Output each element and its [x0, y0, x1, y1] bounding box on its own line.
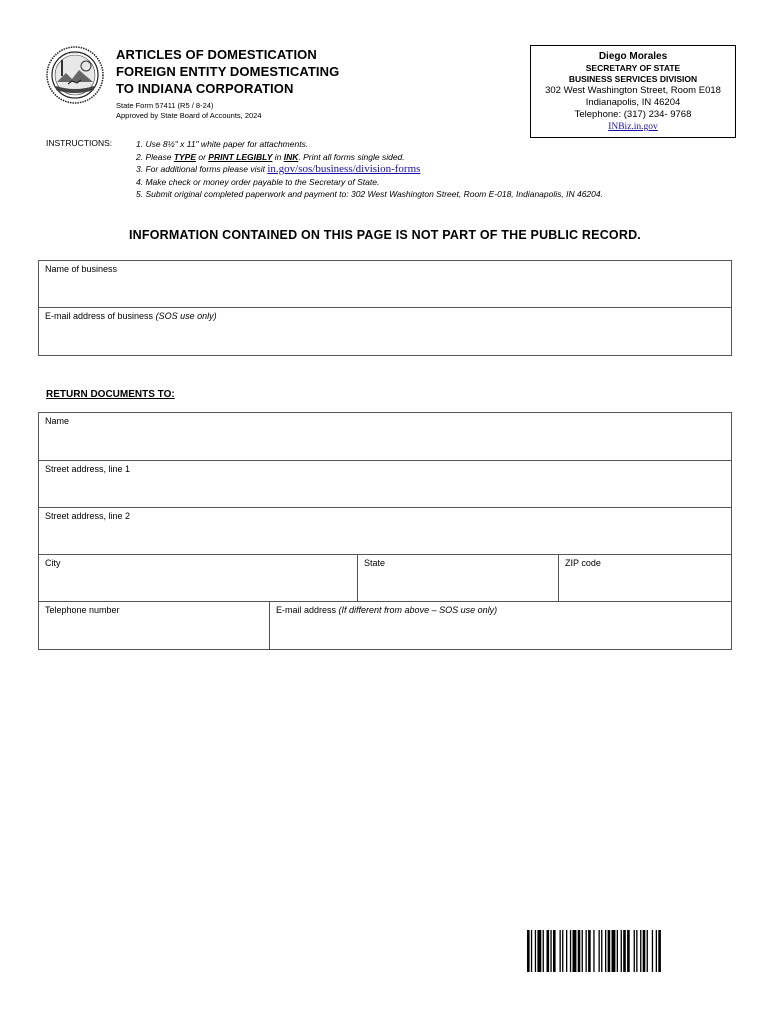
- instruction-2-text-b: . Print all forms single sided.: [298, 151, 405, 162]
- instructions-list: [136, 138, 603, 201]
- svg-text:· · · · · · · · ·: · · · · · · · · ·: [64, 51, 86, 56]
- instruction-item-2: [136, 151, 603, 164]
- telephone-label: Telephone number: [45, 605, 120, 615]
- sos-address-line-1: 302 West Washington Street, Room E018: [545, 85, 721, 96]
- return-email-label-text: E-mail address: [276, 605, 339, 615]
- business-email-note: (SOS use only): [155, 311, 217, 321]
- sos-name: Diego Morales: [598, 51, 668, 62]
- business-email-label-text: E-mail address of business: [45, 311, 156, 321]
- form-title-line-1: ARTICLES OF DOMESTICATION: [116, 47, 317, 62]
- state-seal-icon: [46, 46, 104, 104]
- street-address-2-field[interactable]: [38, 507, 732, 555]
- form-title-line-2: FOREIGN ENTITY DOMESTICATING: [116, 64, 340, 79]
- telephone-field[interactable]: [38, 601, 270, 650]
- sos-address-line-2: Indianapolis, IN 46204: [585, 97, 681, 108]
- instruction-2-in: in: [272, 151, 284, 162]
- street-address-2-label: Street address, line 2: [45, 511, 131, 521]
- instruction-item-5: 5. Submit original completed paperwork and payment to: 302 West Washington Street, Room E-018, Indianapolis, IN 46204.: [136, 189, 603, 199]
- business-name-field[interactable]: [38, 260, 732, 308]
- return-name-field[interactable]: [38, 412, 732, 461]
- business-name-label: Name of business: [45, 264, 118, 274]
- instructions-label: INSTRUCTIONS:: [46, 138, 113, 148]
- return-email-note: (If different from above – SOS use only): [338, 605, 498, 615]
- return-email-label: [276, 605, 497, 615]
- city-label: City: [45, 558, 61, 568]
- return-documents-header: RETURN DOCUMENTS TO:: [46, 389, 175, 400]
- instruction-2-text-a: 2. Please: [136, 151, 174, 162]
- state-label: State: [364, 558, 386, 568]
- instruction-2-print-legibly: PRINT LEGIBLY: [208, 151, 273, 162]
- instruction-3-text: 3. For additional forms please visit: [136, 164, 268, 174]
- sos-telephone: Telephone: (317) 234- 9768: [574, 109, 692, 120]
- business-email-field[interactable]: [38, 307, 732, 356]
- sos-division: BUSINESS SERVICES DIVISION: [568, 74, 698, 84]
- business-info-box: [38, 260, 732, 356]
- form-title-block: [116, 46, 416, 121]
- instruction-item-1: 1. Use 8½" x 11" white paper for attachments.: [136, 139, 309, 149]
- barcode-icon: [527, 930, 710, 972]
- approval-note: Approved by State Board of Accounts, 2024: [116, 111, 262, 120]
- form-number: State Form 57411 (R5 / 8-24): [116, 101, 214, 110]
- street-address-1-label: Street address, line 1: [45, 464, 131, 474]
- instruction-2-ink: INK: [283, 151, 299, 162]
- inbiz-link[interactable]: INBiz.in.gov: [608, 122, 658, 132]
- division-forms-link[interactable]: in.gov/sos/business/division-forms: [267, 163, 421, 175]
- return-documents-box: [38, 412, 732, 650]
- business-email-label: [45, 311, 217, 321]
- instruction-item-3: [136, 163, 603, 176]
- return-email-field[interactable]: [269, 601, 732, 650]
- instruction-item-4: 4. Make check or money order payable to the Secretary of State.: [136, 176, 380, 187]
- zip-code-field[interactable]: [558, 554, 732, 602]
- instruction-2-or: or: [196, 151, 209, 162]
- street-address-1-field[interactable]: [38, 460, 732, 508]
- secretary-of-state-box: [530, 45, 736, 138]
- sos-title: SECRETARY OF STATE: [585, 63, 681, 73]
- form-title-line-3: TO INDIANA CORPORATION: [116, 81, 294, 96]
- city-field[interactable]: [38, 554, 358, 602]
- state-field[interactable]: [357, 554, 559, 602]
- public-record-notice: INFORMATION CONTAINED ON THIS PAGE IS NOT PART OF THE PUBLIC RECORD.: [129, 228, 641, 242]
- instruction-2-type: TYPE: [173, 151, 197, 162]
- zip-code-label: ZIP code: [565, 558, 601, 568]
- return-name-label: Name: [45, 416, 70, 426]
